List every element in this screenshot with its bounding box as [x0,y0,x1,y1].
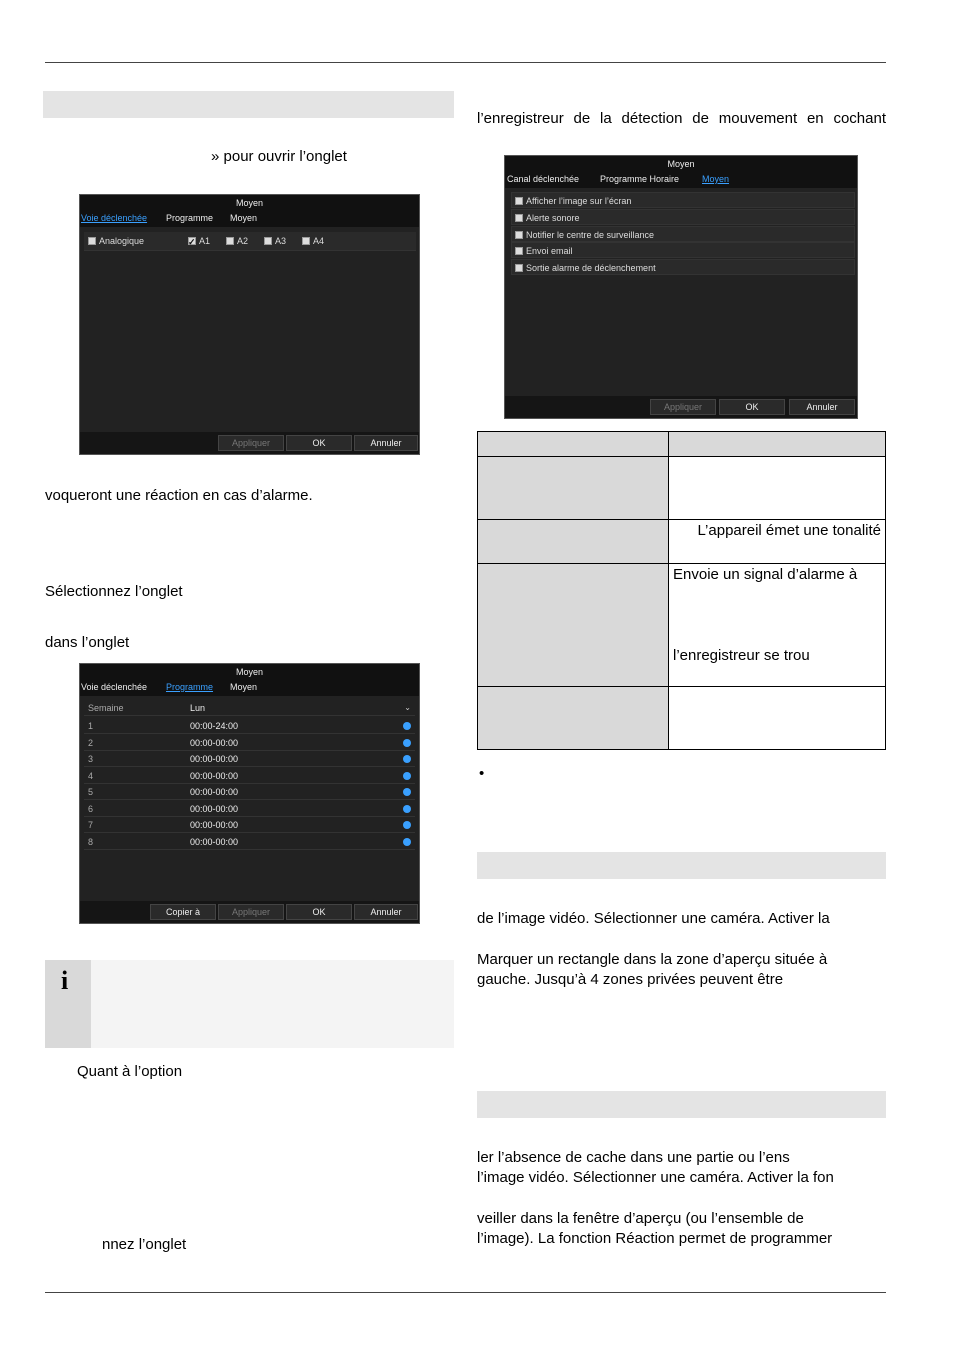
tab-bar [80,211,419,227]
ok-button[interactable]: OK [286,904,352,920]
table-header-cell [478,432,669,457]
edit-icon[interactable] [403,739,411,747]
week-selector-row[interactable] [84,700,415,716]
tab-voie-declenchee[interactable]: Voie déclenchée [81,213,148,223]
table-cell [669,687,886,750]
channel-a2[interactable]: A2 [226,233,248,249]
table-row[interactable]: 1 00:00-24:00 [84,718,415,734]
window-title: Moyen [80,664,419,680]
info-icon: i [61,966,69,995]
dvr-window-schedule [79,663,420,924]
left-paragraph-6: nnez l’onglet [102,1236,187,1253]
cancel-button[interactable]: Annuler [789,399,855,415]
option-alarm-output[interactable]: Sortie alarme de déclenchement [511,259,855,275]
checkbox-icon[interactable] [515,231,523,239]
apply-button[interactable]: Appliquer [218,904,284,920]
channel-a4[interactable]: A4 [302,233,324,249]
window-title: Moyen [80,195,419,211]
checkbox-icon[interactable] [515,197,523,205]
bullet: • [479,765,485,782]
left-paragraph-4: dans l’onglet [45,634,130,651]
table-cell [478,564,669,687]
chevron-down-icon[interactable]: ⌄ [404,703,411,712]
week-value[interactable]: Lun [190,703,206,713]
table-row[interactable]: 4 00:00-00:00 [84,768,415,784]
right-paragraph-5: ler l’absence de cache dans une partie ou l’ens [477,1149,790,1166]
apply-button[interactable]: Appliquer [650,399,716,415]
edit-icon[interactable] [403,788,411,796]
right-paragraph-2: de l’image vidéo. Sélectionner une caméra. Activer la [477,910,830,927]
table-cell [478,520,669,564]
option-notify-center[interactable]: Notifier le centre de surveillance [511,226,855,242]
checkbox-icon[interactable] [226,237,234,245]
checkbox-icon[interactable] [515,264,523,272]
section-band-right-2 [477,1091,886,1118]
table-cell [478,457,669,520]
option-display-image[interactable]: Afficher l’image sur l’écran [511,192,855,208]
table-row [478,457,886,520]
section-band-left [43,91,454,118]
top-rule [45,62,886,63]
table-row [478,687,886,750]
edit-icon[interactable] [403,805,411,813]
table-cell [478,687,669,750]
copy-button[interactable]: Copier à [150,904,216,920]
table-row[interactable]: 5 00:00-00:00 [84,784,415,800]
section-band-right-1 [477,852,886,879]
analog-checkbox-row[interactable] [88,233,144,249]
dvr-window-action [504,155,858,419]
analog-label: Analogique [99,236,145,246]
checkbox-icon[interactable] [302,237,310,245]
tab-programme[interactable]: Programme [166,682,214,692]
checkbox-icon[interactable] [515,247,523,255]
table-row[interactable]: 2 00:00-00:00 [84,735,415,751]
info-icon-box [45,960,91,1048]
left-paragraph-3: Sélectionnez l’onglet [45,583,183,600]
table-row[interactable]: 7 00:00-00:00 [84,817,415,833]
window-footer [505,396,857,418]
checkbox-icon[interactable] [264,237,272,245]
table-row[interactable]: 3 00:00-00:00 [84,751,415,767]
table-row [478,564,886,687]
tab-moyen[interactable]: Moyen [230,682,258,692]
table-row[interactable]: 8 00:00-00:00 [84,834,415,850]
tab-voie-declenchee[interactable]: Voie déclenchée [81,682,148,692]
checkbox-icon[interactable] [515,214,523,222]
edit-icon[interactable] [403,821,411,829]
apply-button[interactable]: Appliquer [218,435,284,451]
right-paragraph-4: gauche. Jusqu’à 4 zones privées peuvent être [477,971,784,988]
checkbox-icon[interactable] [88,237,96,245]
ok-button[interactable]: OK [719,399,785,415]
window-title: Moyen [505,156,857,172]
window-footer [80,432,419,454]
channel-a3[interactable]: A3 [264,233,286,249]
tab-programme-horaire[interactable]: Programme Horaire [600,174,680,184]
edit-icon[interactable] [403,755,411,763]
tab-bar [505,172,857,188]
cancel-button[interactable]: Annuler [354,435,418,451]
left-paragraph-2: voqueront une réaction en cas d’alarme. [45,487,313,504]
edit-icon[interactable] [403,838,411,846]
table-header-cell [669,432,886,457]
channel-panel [84,232,416,251]
options-table [477,431,886,750]
left-paragraph-5: Quant à l’option [77,1063,183,1080]
week-label: Semaine [88,703,124,713]
right-paragraph-1: l’enregistreur de la détection de mouvement en cochant [477,110,886,127]
tab-bar [80,680,419,696]
table-cell: Envoie un signal d’alarme à l’enregistreur se trou [669,564,886,687]
table-cell [669,457,886,520]
right-paragraph-6: l’image vidéo. Sélectionner une caméra. Activer la fon [477,1169,834,1186]
option-audio-alert[interactable]: Alerte sonore [511,209,855,225]
bottom-rule [45,1292,886,1293]
channel-a1[interactable]: ✓ A1 [188,233,210,249]
table-header-row [478,432,886,457]
cancel-button[interactable]: Annuler [354,904,418,920]
option-send-email[interactable]: Envoi email [511,242,855,258]
info-note [45,960,454,1048]
right-paragraph-3: Marquer un rectangle dans la zone d’aperçu située à [477,951,828,968]
checkbox-checked-icon[interactable] [188,237,196,245]
table-cell: L’appareil émet une tonalité [669,520,886,564]
right-paragraph-7: veiller dans la fenêtre d’aperçu (ou l’ensemble de [477,1210,804,1227]
table-row[interactable]: 6 00:00-00:00 [84,801,415,817]
dvr-window-channel [79,194,420,455]
window-footer [80,901,419,923]
edit-icon[interactable] [403,722,411,730]
edit-icon[interactable] [403,772,411,780]
left-paragraph-1: » pour ouvrir l’onglet [211,148,347,165]
table-row [478,520,886,564]
right-paragraph-8: l’image). La fonction Réaction permet de programmer [477,1230,833,1247]
tab-canal-declenchee[interactable]: Canal déclenchée [507,174,580,184]
tab-programme[interactable]: Programme [166,213,214,223]
ok-button[interactable]: OK [286,435,352,451]
tab-moyen[interactable]: Moyen [230,213,258,223]
tab-moyen[interactable]: Moyen [702,174,730,184]
